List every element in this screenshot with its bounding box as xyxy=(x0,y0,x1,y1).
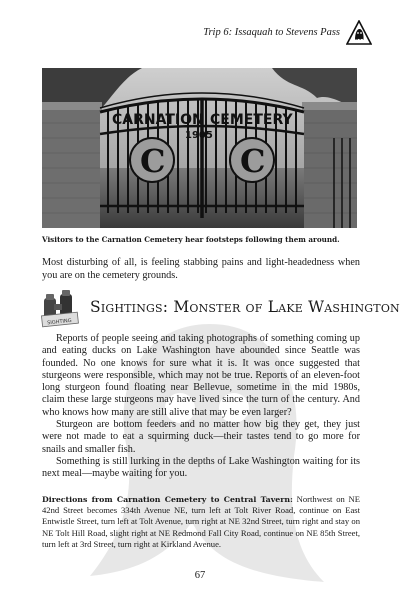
directions-block xyxy=(42,494,360,550)
left-monogram: C xyxy=(140,142,166,180)
directions-heading: Directions from Carnation Cemetery to Central Tavern: xyxy=(42,495,293,504)
page-number: 67 xyxy=(194,570,206,581)
gate-sign-left: CARNATION xyxy=(112,112,204,128)
body-paragraph: Something is still lurking in the depths of Lake Washington waiting for its next meal—maybe waiting for you. xyxy=(42,455,360,480)
body-paragraph: Reports of people seeing and taking photographs of something coming up and eating ducks on Lake Washington have abounded since Seattle was founded. No one knows for sure what it is. It was once suggested that sturgeons were responsible, which may not be true. Reports of an eleven-foot long sturgeon found floating near Bellevue, sometime in the mid 1980s, claim these large sturgeons may have lived since the turn of the century. And who knows how many are still alive that may be even larger? xyxy=(42,333,360,418)
binoculars-sighting-icon xyxy=(40,290,86,328)
section-body xyxy=(42,333,360,481)
gate-year: 1905 xyxy=(185,130,213,141)
running-header: Trip 6: Issaquah to Stevens Pass xyxy=(203,27,340,38)
body-paragraph: Sturgeon are bottom feeders and no matter how big they get, they just were not made to eat a squirming duck—their tastes tend to go more for snails and smaller fish. xyxy=(42,419,360,455)
directions-text: Northwest on NE 42nd Street becomes 334th Avenue NE, turn left at Tolt River Road, continue on East Entwistle Street, turn left at Tolt Avenue, turn right at NE 32nd Street, turn right and stay on NE Tolt Hill Road, slight right at NE Redmond Fall City Road, continue on NE 85th Street, turn left at 3rd Street, turn right at Kirkland Avenue. xyxy=(42,494,360,549)
sighting-icon-label: SIGHTING xyxy=(46,317,72,327)
intro-paragraph: Most disturbing of all, is feeling stabbing pains and light-headedness when you are on the cemetery grounds. xyxy=(42,257,360,281)
right-monogram: C xyxy=(240,142,266,180)
ghost-triangle-icon xyxy=(346,20,372,46)
gate-sign-right: CEMETERY xyxy=(210,112,293,128)
photo-caption: Visitors to the Carnation Cemetery hear footsteps following them around. xyxy=(42,235,340,244)
section-title: Sightings: Monster of Lake Washington xyxy=(90,298,400,316)
cemetery-gate-photo xyxy=(42,68,357,228)
